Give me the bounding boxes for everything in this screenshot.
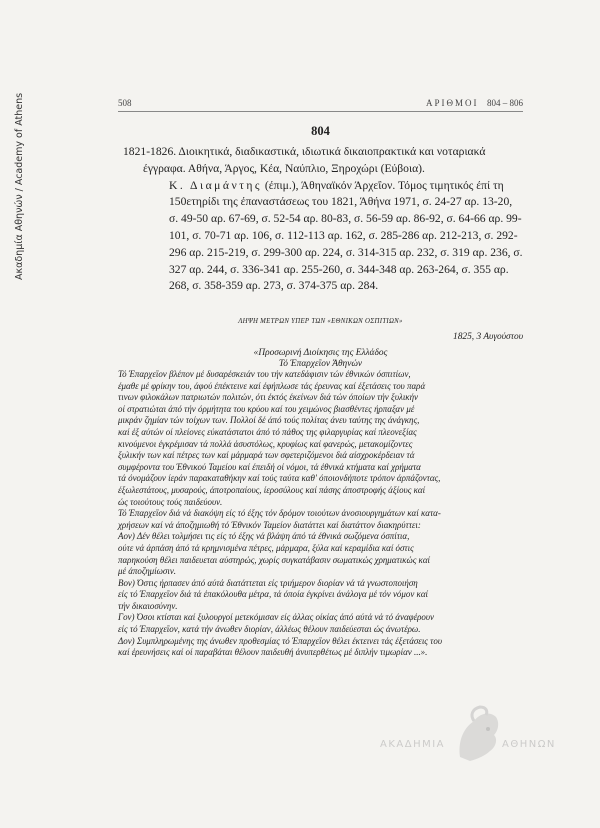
body-line: ούτε νά άρπάση άπό τά κρημνισμένα πέτρες, μάρμαρα, ξύλα καί κεραμίδια καί όστις — [118, 542, 414, 553]
page-number: 508 — [118, 98, 132, 108]
body-line: Γον) Όσοι κτίσται καί ξυλουργοί μετεκόμισαν είς άλλας οίκίας άπό αύτά νά τό άναφέρουν — [118, 612, 434, 623]
body-line: έμαθε μέ φρίκην του, άφού έπέκτεινε καί έφήπλωσε τάς έρευνας καί έξετάσεις του παρά — [118, 380, 426, 391]
body-line: μικράν ζημίαν τών τοίχων των. Πολλοί δέ άπό τούς πολίτας άνευ ταύτης της άνάγκης, — [118, 415, 420, 426]
body-line: Τό Έπαρχεΐον διά νά διακόψη είς τό έξης τόν δρόμον τοιούτων άνοσιουργημάτων καί κατα- — [118, 508, 441, 519]
body-line: Δον) Συμπληρωμένης της άνωθεν προθεσμίας τό Έπαρχεΐον θέλει έκτεινει τάς έξετάσεις του — [118, 635, 442, 646]
athena-head-icon — [450, 705, 506, 765]
body-line: οί στρατιώται άπό τήν όρμήτητα του κρύου καί του χειμώνος βιασθέντες ήρπαξαν μέ — [118, 403, 415, 414]
body-line: τά όνομάζουν ίεράν παρακαταθήκην καί τούς ταύτα καθ' όποιονδήποτε τρόπον άρπάζοντας, — [118, 473, 441, 484]
document-issuer-line1: «Προσωρινή Διοίκησις της Ελλάδος — [253, 348, 388, 358]
document-heading: ΛΗΨΗ ΜΕΤΡΩΝ ΥΠΕΡ ΤΩΝ «ΕΘΝΙΚΩΝ ΟΣΠΙΤΙΩΝ» — [238, 318, 403, 325]
document-issuer-line2: Τό Έπαρχεΐον Άθηνών — [278, 359, 363, 369]
body-line: μέ άποζημίωσιν. — [118, 566, 177, 577]
page-header — [118, 98, 523, 112]
body-line: Αον) Δέν θέλει τολμήσει τις είς τό έξης νά βλάψη άπό τά έθνικά σωζόμενα όσπίτια, — [118, 531, 410, 542]
entry-bibliography — [123, 178, 523, 296]
body-line: παρηκούση θέλει παιδευεται αύστηρώς, χωρίς συγκατάβασιν σωματικώς χρηματικώς καί — [118, 554, 431, 565]
running-range: 804 – 806 — [487, 98, 523, 108]
document-body — [118, 369, 526, 659]
catalog-entry — [123, 144, 523, 295]
archive-side-stamp-text: Ακαδημία Αθηνών / Academy of Athens — [14, 92, 25, 280]
body-line: συμφέροντα του Έθνικού Ταμείου καί έπειδή οί νόμοι, τά έθνικά κτήματα καί χρήματα — [118, 461, 421, 472]
body-line: τινων φιλοκάλων πατριωτών πολιτών, ότι έκτός έκείνων διά τών όποίων τήν ξυλικήν — [118, 392, 418, 403]
body-line: κινούμενοι έγκρέμισαν τά πολλά άσυστόλως, κρυφίως καί φανερώς, μετακομίζοντες — [118, 438, 413, 449]
body-line: ώς τοιούτους τούς παιδεύουν. — [118, 496, 223, 507]
archive-side-stamp — [2, 30, 25, 290]
document-number: 804 — [311, 124, 330, 138]
entry-lead: 1821-1826. Διοικητικά, διαδικαστικά, ιδιωτικά δικαιοπρακτικά και νοταριακά έγγραφα. Αθήνα, Άργος, Κέα, Ναύπλιο, Ξηροχώρι (Εύβοια). — [123, 145, 486, 175]
body-line: Βον) Όστις ήρπασεν άπό αύτά διατάττεται είς τριήμερον διορίαν νά τά γνωστοποιήση — [118, 577, 418, 588]
body-line: είς τό Έπαρχεΐον, κατά τήν άνωθεν διορίαν, άλλέως θέλουν παιδεύεσται ώς άνωτέρω. — [118, 624, 421, 635]
body-line: ξυλικήν των καί πέτρες των καί μάρμαρά των σφετεριζόμενοι διά αίσχροκέρδειαν τά — [118, 450, 415, 461]
watermark-left-text: ΑΚΑΔΗΜΙΑ — [380, 739, 446, 750]
body-line: έξωλεστάτους, μυσαρούς, άποτροπαίους, ίεροσύλους καί πάσης άποστροφής άξίους καί — [118, 484, 426, 495]
body-line: τήν δικαιοσύνην. — [118, 600, 178, 611]
watermark-right-text: ΑΘΗΝΩΝ — [502, 739, 556, 750]
header-rule — [118, 111, 523, 112]
body-line: καί έξ αύτών οί πλείονες εύκατάστατοι άπό τό πάθος της φιλαργυρίας καί πλεονεξίας — [118, 426, 417, 437]
body-line: καί έρευνήσεις καί οί παραβάται θέλουν παιδευθή άνυπερθέτως μέ διπλήν τιμωρίαν ...». — [118, 647, 428, 658]
body-line: χρήσεων καί νά άποζημιωθή τό Έθνικόν Ταμείον διατάττει καί διατάττον διακηρύττει: — [118, 519, 421, 530]
academy-watermark — [380, 705, 555, 765]
running-title — [426, 98, 523, 108]
document-date: 1825, 3 Αυγούστου — [453, 332, 523, 342]
body-line: Τό Έπαρχεΐον βλέπον μέ δυσαρέσκειάν του τήν κατεδάφισιν τών έθνικών όσπιτίων, — [118, 369, 411, 379]
body-line: είς τό Έπαρχεΐον διά τά έπακόλουθα μέτρα, τά όποία έγκρίνει άνάλογα μέ τόν νόμον καί — [118, 589, 429, 600]
bib-details: (έπιμ.), Άθηναϊκόν Άρχεΐον. Τόμος τιμητικός έπί τη 150ετηρίδι της έπαναστάσεως του 1821, Άθήνα 1971, σ. 24-27 αρ. 13-20, σ. 49-50 αρ. 67-69, σ. 52-54 αρ. 80-83, σ. 56-59 αρ. 86-92, σ. 64-66 αρ. 99-101, σ. 70-71 αρ. 106, σ. 112-113 αρ. 162, σ. 285-286 αρ. 212-213, σ. 292-296 αρ. 215-219, σ. 299-300 αρ. 224, σ. 314-315 αρ. 232, σ. 319 αρ. 236, σ. 327 αρ. 244, σ. 336-341 αρ. 255-260, σ. 344-348 αρ. 263-264, σ. 355 αρ. 268, σ. 358-359 αρ. 273, σ. 374-375 αρ. 284. — [169, 178, 523, 293]
bib-author: Κ. Διαμάντης — [169, 178, 263, 192]
running-title-text: ΑΡΙΘΜΟΙ — [425, 98, 479, 108]
